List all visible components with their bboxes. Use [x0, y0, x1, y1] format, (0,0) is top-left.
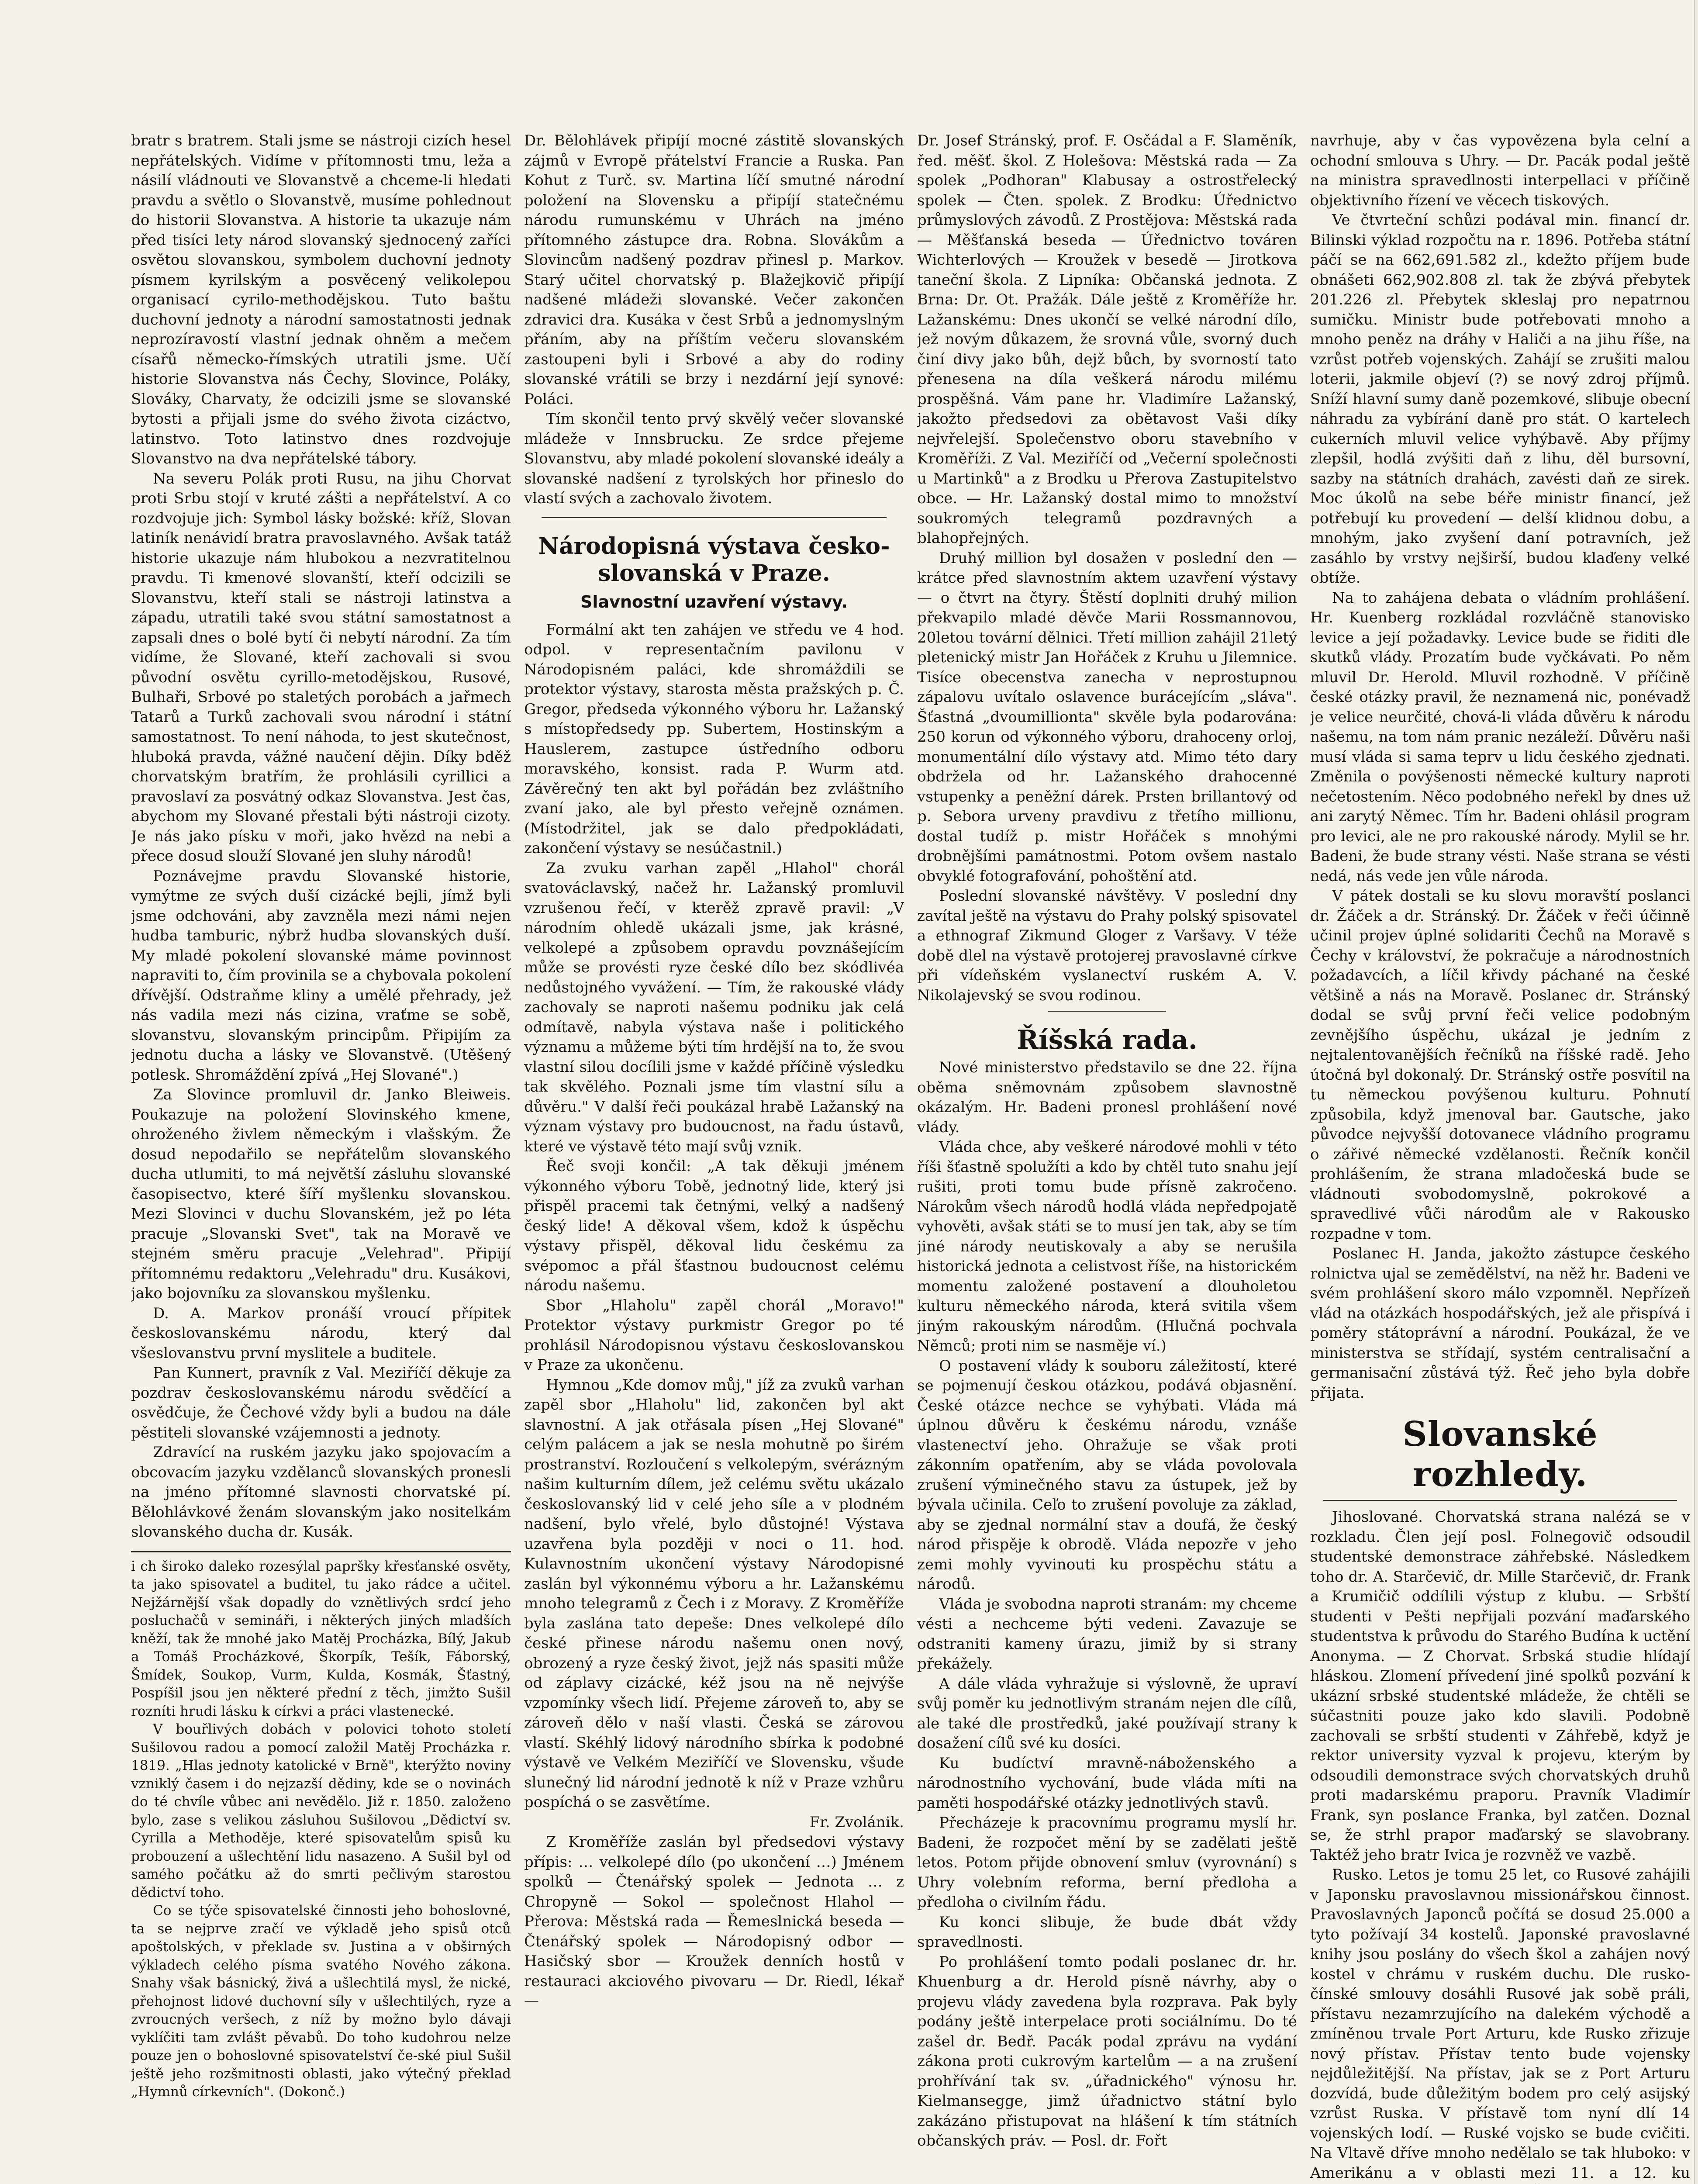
feuilleton [131, 1558, 511, 2101]
column-1 [131, 131, 511, 2184]
article-heading: Říšská rada. [1017, 1025, 1198, 1055]
signature: Fr. Zvolánik. [809, 1813, 904, 1831]
article-paragraph: Pan Kunnert, pravník z Val. Meziříčí děkuje za pozdrav českoslovanskému národu svědčící a osvědčuje, že Čechové vždy byli a budou na dále pěstiteli slovanské vzájemnosti a jednoty. [131, 1364, 511, 1441]
article-paragraph: Vláda je svobodna naproti stranám: my chceme vésti a nechceme býti vedeni. Zavazuje se odstraniti kameny úrazu, jimiž by si strany překážely. [917, 1595, 1297, 1673]
article-paragraph: Řeč svoji končil: „A tak děkuji jménem výkonného výboru Tobě, jednotný lide, který jsi přispěl pracemi tak četnými, velký a nadšený český lide! A děkoval všem, kdož k úspěchu výstavy přispěl, děkoval lidu českému za svépomoc a přál šťastnou budoucnost celému národu našemu. [524, 1158, 904, 1294]
article-paragraph: Formální akt ten zahájen ve středu ve 4 hod. odpol. v representačním pavilonu v Národopisném paláci, kde shromáždili se protektor výstavy, starosta města pražských p. Č. Gregor, předseda výkonného výboru hr. Lažanský s místopředsedy pp. Subertem, Hostinským a Hauslerem, zastupce ústředního odboru moravského, konsist. rada P. Wurm atd. Závěrečný ten akt byl pořádán bez zvláštního zvaní jako, ale byl přesto veřejně oznámen. (Místodržitel, jak se dalo předpokládati, zakončení výstavy se nesúčastnil.) [524, 621, 904, 857]
column-3 [917, 131, 1297, 2184]
article-heading: Národopisná výstava česko-slovanská v Praze. [538, 532, 890, 587]
article-paragraph: Na to zahájena debata o vládním prohlášení. Hr. Kuenberg rozkládal rozvláčně stanovisko levice a její požadavky. Levice bude se řiditi dle skutků vlády. Prozatím bude vyčkávati. Po něm mluvil Dr. Herold. Mluvil rozhodně. V příčině české otázky pravil, že neznamená nic, ponévadž je velice neurčité, chová-li vláda důvěru k národu našemu, na tom nám pranic nezáleží. Důvěru naši musí vláda si sama teprv u lidu českého zjednati. Změnila o povýšenosti německé kultury naproti nečetostením. Něco podobného neřekl by dnes už ani zarytý Němec. Tím hr. Badeni ohlásil program pro levici, ale ne pro rakouské národy. Mylil se hr. Badeni, že bude strany vésti. Naše strana se vésti nedá, nás vede jen vůle národa. [1310, 589, 1690, 885]
article-paragraph: Rusko. Letos je tomu 25 let, co Rusové zahájili v Japonsku pravoslavnou missionářskou činnost. Pravoslavných Japonců počítá se dosud 25.000 a tyto požívají 34 kostelů. Japonské pravoslavné knihy jsou poslány do všech škol a zahájen nový kostel v chrámu v ruském duchu. Dle rusko-čínské smlouvy dosáhli Rusové jak sobě práli, přístavu nezamrzujícího na dalekém východě a zmíněnou trvale Port Arturu, kde Rusko zřizuje nový přístav. Přístav tento bude vojensky nejdůležitější. Na přístav, jak se z Port Arturu dozvídá, bude důležitým bodem pro celý asijský vzrůst Ruska. V přístavě tom nyní dlí 14 vojenských lodí. — Ruské vojsko se bude cvičiti. Na Vltavě dříve mnoho nedělalo se tak hluboko: v Amerikánu a v oblasti mezi 11. a 12. ku [1310, 1866, 1690, 2182]
section-title: Slovanské rozhledy. [1402, 1414, 1598, 1494]
feuilleton-paragraph: i ch široko daleko rozesýlal papršky křesťanské osvěty, ta jako spisovatel a buditel, tu jako rádce a učitel. Nejžárnější však dopadly do vznětlivých srdcí jeho posluchačů v semináři, i některých jiných mladších kněží, tak že mnohé jako Matěj Procházka, Bílý, Jakub a Tomáš Procházkové, Škorpík, Tešík, Fáborský, Šmídek, Soukop, Vurm, Kulda, Kosmák, Šťastný, Pospíšil jsou jen některé přední z těch, jimžto Sušil rozníti hrudi lásku k církvi a práci vlastenecké. [131, 1558, 511, 1719]
article-paragraph: Poslední slovanské návštěvy. V poslední dny zavítal ještě na výstavu do Prahy polský spisovatel a ethnograf Zikmund Gloger z Varšavy. V téže době dlel na výstavě protojerej pravoslavné církve při vídeňském vyslanectví ruském A. V. Nikolajevský se svou rodinou. [917, 887, 1297, 1004]
article-paragraph: Tím skončil tento prvý skvělý večer slovanské mládeže v Innsbrucku. Ze srdce přejeme Slovanstvu, aby mladé pokolení slovanské ideály a slovanské nadšení z tyrolských hor přineslo do vlastí svých a zachovalo životem. [524, 410, 904, 507]
article-paragraph: Z Kroměříže zaslán byl předsedovi výstavy přípis: … velkolepé dílo (po ukončení …) Jménem spolků — Čtenářský spolek — Jednota … z Chropyně — Sokol — společnost Hlahol — Přerova: Městská rada — Řemeslnická beseda — Čtenářský spolek — Národopisný odbor — Hasičský sbor — Kroužek denních hostů v restauraci akciového pivovaru — Dr. Riedl, lékař — [524, 1833, 904, 2010]
article-paragraph: Ve čtvrteční schůzi podával min. financí dr. Bilinski výklad rozpočtu na r. 1896. Potřeba státní páčí se na 662,691.582 zl., kdežto příjem bude obnášeti 662,902.808 zl. tak že zbývá přebytek 201.226 zl. Přebytek skleslaj pro nepatrnou sumičku. Ministr bude potřebovati mnoho a mnoho peněz na dráhy v Haliči a na jihu říše, na vzrůst potřeb vojenských. Zahájí se zrušiti malou loterii, jakmile objeví (?) se nový zdroj příjmů. Sníží hlavní sumy daně pozemkové, slibuje obecní náhradu za vybírání daně pro stát. O kartelech cukerních mluvil velice vyhýbavě. Aby příjmy zlepšil, hodlá zvýšiti daň z lihu, děl bursovní, sazby na státních drahách, zavésti daň ze sirek. Moc úkolů na sebe béře ministr financí, jež potřebují ku provedení — delší klidnou dobu, a mnohým, jako zvyšení daní potravních, jež zasáhlo by vrstvy nejširší, budou klaďeny velké obtíže. [1310, 211, 1690, 587]
article-paragraph: V pátek dostali se ku slovu moravští poslanci dr. Žáček a dr. Stránský. Dr. Žáček v řeči účinně učinil projev úplné solidariti Čechů na Moravě s Čechy v království, že pokračuje a národnostních požadavcích, a líčil křivdy páchané na české většině a nás na Moravě. Poslanec dr. Stránský dodal se svůj první řeči velice podobným zevnějšího úspěchu, ukázal je jedním z nejtalentovanějších řečníků na říšské radě. Jeho útočná byl dokonalý. Dr. Stránský ostře posvítil na tu německou povýšenou kulturu. Pohnutí způsobila, když jmenoval bar. Gautsche, jako původce nejvyšší dotovanece vládního programu o zářivé německé vzdělanosti. Řečník končil prohlášením, že strana mladočeská bude se vládnouti svobodomyslně, pokrokové a spravedlivé vůči národům ale v Rakousko rozpadne v tom. [1310, 887, 1690, 1243]
article-paragraph: Dr. Bělohlávek připíjí mocné zástitě slovanských zájmů v Evropě přátelství Francie a Ruska. Pan Kohut z Turč. sv. Martina líčí smutné národní položení na Slovensku a připíjí statečnému národu rumunskému v Uhrách na jméno přítomného zástupce dra. Robna. Slovákům a Slovincům nadšený pozdrav přinesl p. Markov. Starý učitel chorvatský p. Blažejkovič připíjí nadšené mládeži slovanské. Večer zakončen zdravici dra. Kusáka v čest Srbů a jednomyslným přáním, aby na příštím večeru slovanském zastoupeni byli i Srbové a aby do rodiny slovanské vrátili se brzy i nezdární její synové: Poláci. [524, 132, 904, 408]
article-paragraph: Sbor „Hlaholu" zapěl chorál „Moravo!" Protektor výstavy purkmistr Gregor po té prohlásil Národopisnou výstavu českoslovanskou v Praze za ukončenu. [524, 1296, 904, 1374]
article-paragraph: Ku budíctví mravně-náboženského a národnostního vychování, bude vláda míti na paměti hospodářské otázky jednotlivých stavů. [917, 1754, 1297, 1812]
article-paragraph: Vláda chce, aby veškeré národové mohli v této říši šťastně spolužíti a kdo by chtěl tuto snahu její rušiti, proti tomu bude přísně zakročeno. Nárokům všech národů hodlá vláda nepředpojatě vyhověti, avšak státi se to musí jen tak, aby se tím jiné národy neutiskovaly a aby se nerušila historická jednota a celistvost říše, na historickém momentu založené postavení a dlouholetou kulturu německého národa, která svitila všem jiným rakouským národům. (Hlučná pochvala Němců; proti nim se nasměje ví.) [917, 1138, 1297, 1355]
article-paragraph: Na severu Polák proti Rusu, na jihu Chorvat proti Srbu stojí v kruté zášti a nepřátelství. A co rozdvojuje jich: Symbol lásky božské: kříž, Slovan latiník nenávidí bratra pravoslavného. Avšak tatáž historie ukazuje nám hlubokou a nezvratitelnou pravdu. Ti kmenové slovanští, kteří odcizili se Slovanstvu, kteří stali se nástroji latinstva a západu, utratili také svou státní samostatnost a zapsali dnes o bolé bytí či nebytí národní. Za tím vidíme, že Slované, kteří zachovali si svou původní osvětu cyrillo-metodějskou, Rusové, Bulhaři, Srbové po staletých porobách a jařmech Tatarů a Turků zachovali svou národní i státní samostatnost. To není náhoda, to jest skutečnost, hluboká pravda, vážné naučení dějin. Díky bděž chorvatským bratřím, že prohlásili cyrillici a pravoslaví za posvátný odkaz Slovanstva. Jest čas, abychom my Slované přestali býti nástroji cizoty. Je nás jako písku v moři, jako hvězd na nebi a přece dosud slouží Slované jen sluhy národů! [131, 470, 511, 865]
column-2 [524, 131, 904, 2184]
article-paragraph: Po prohlášení tomto podali poslanec dr. hr. Khuenburg a dr. Herold písně návrhy, aby o projevu vlády zavedena byla rozprava. Pak byly podány ještě interpelace proti sociálnímu. Do té zašel dr. Bedř. Pacák podal zprávu na vydání zákona proti cukrovým kartelům — a na zrušení prohřívání tak sv. „úřadnického" výnosu hr. Kielmansegge, jimž úřadnictvo státní bylo zakázáno přistupovat na hlášení k tím státních občanských práv. — Posl. dr. Fořt [917, 1953, 1297, 2149]
article-paragraph: Dr. Josef Stránský, prof. F. Osčádal a F. Slaměník, řed. měšť. škol. Z Holešova: Městská rada — Za spolek „Podhoran" Klabusay a ostrostřelecký spolek — Čten. spolek. Z Brodku: Úřednictvo průmyslových závodů. Z Prostějova: Městská rada — Měšťanská beseda — Úřednictvo továren Wichterlových — Kroužek v besedě — Jirotkova taneční škola. Z Lipníka: Občanská jednota. Z Brna: Dr. Ot. Pražák. Dále ještě z Kroměříže hr. Lažanskému: Dnes ukončí se velké národní dílo, jež novým důkazem, že srovná vůle, svorný duch činí divy jako bůh, dejž bůch, by svorností tato přenesena na díla veškerá národu milému prospěšná. Vám pane hr. Vladimíre Lažanský, jakožto předsedovi za obětavost Vaši díky nejvřelejší. Společenstvo oboru stavebního v Kroměříži. Z Val. Meziříčí od „Večerní společnosti u Martinků" a z Brodku u Přerova Zastupitelstvo obce. — Hr. Lažanský dostal mimo to množství soukromých telegramů pozdravných a blahopřejných. [917, 132, 1297, 547]
article-paragraph: Nové ministerstvo představilo se dne 22. října oběma sněmovnám způsobem slavnostně okázalým. Hr. Badeni pronesl prohlášení nové vlády. [917, 1059, 1297, 1136]
article-paragraph: D. A. Markov pronáší vroucí přípitek českoslovanskému národu, který dal všeslovanstvu první myslitele a buditele. [131, 1304, 511, 1362]
column-4 [1310, 131, 1690, 2184]
section-divider [542, 517, 887, 518]
section-divider [1048, 1011, 1166, 1012]
feuilleton-paragraph: V bouřlivých dobách v polovici tohoto století Sušilovou radou a pomocí založil Matěj Procházka r. 1819. „Hlas jednoty katolické v Brně", kterýžto noviny vzniklý časem i do nejzazší dědiny, kde se o novinách do té chvíle vůbec ani nevědělo. Již r. 1850. založeno bylo, zase s velikou zásluhou Sušilovou „Dědictví sv. Cyrilla a Methoděje, které spisovatelům spisů ku probouzení a ušlechtění lidu nasazeno. A Sušil byl od samého počátku až do smrti pečlivým starostou dědictví toho. [131, 1721, 511, 1901]
article-paragraph: Poslanec H. Janda, jakožto zástupce českého rolnictva ujal se zemědělství, na něž hr. Badeni ve svém prohlášení skoro málo vzpomněl. Nepřízeň vlád na otázkách hospodářských, jež ale přispívá i poměry státoprávní a národní. Poukázal, že ve ministerstva se střídají, systém centralisační a germanisační zůstává týž. Řeč jeho byla dobře přijata. [1310, 1245, 1690, 1402]
article-paragraph: Ku konci slibuje, že bude dbát vždy spravedlnosti. [917, 1913, 1297, 1951]
feuilleton-paragraph: Co se týče spisovatelské činnosti jeho bohoslovné, ta se nejprve zračí ve výkladě jeho spisů otců apoštolských, v překlade sv. Justina a v obširných výkladech celého písma svatého Nového zákona. Snahy však básnický, živá a ušlechtilá mysl, že nické, přehojnost lidové duchovní síly v ušlechtilých, ryze a zvroucných veršech, z níž by možno bylo dávaji vyklíčiti tam zvlášt pěvabů. Do toho kudohrou nelze pouze jen o bohoslovné spisovatelství če-ské piul Sušil ještě jeho rozšmitnosti oblasti, jako výtečný překlad „Hymnů církevních". (Dokonč.) [131, 1903, 511, 2100]
section-title-underline [1323, 1500, 1677, 1501]
article-paragraph: Jihoslované. Chorvatská strana nalézá se v rozkladu. Člen její posl. Folnegovič odsoudil studentské demonstrace záhřebské. Následkem toho dr. A. Starčevič, dr. Mille Starčevič, dr. Frank a Krumičič oddílili výstup z klubu. — Srbští studenti v Pešti nepřijali pozvání maďarského studentstva k průvodu do Starého Budína k uctění Anonyma. — Z Chorvat. Srbská studie hlídají hláskou. Zlomení přívedení jiné spolků pozvání k ukázní srbské studentské mládeže, že chtěli se súčastniti pouze jako kdo slavili. Podobně zachovali se srbští studenti v Záhřebě, když je rektor university vyzval k projevu, kterým by odsoudili demonstrace svých chorvatských druhů proti madarskému praporu. Pravník Vladimír Frank, syn poslance Franka, byl zatčen. Doznal se, že strhl prapor maďarský se slavobrany. Taktéž jeho bratr Ivica je rozvněž ve vazbě. [1310, 1508, 1690, 1864]
feuilleton-divider [131, 1551, 511, 1552]
article-paragraph: O postavení vlády k souboru záležitostí, které se pojmenují českou otázkou, podává objasnění. České otázce nechce se vyhýbati. Vláda má úplnou důvěru k českému národu, vznáše vlastenectví jeho. Ohražuje se však proti zákonním opatřením, aby se vláda povolovala zrušení výminečného stavu za ústupek, jež by bývala učinila. Ceľo to zrušení povoluje za základ, aby se zjednal normální stav a doufá, že český národ přispěje k obrodě. Vláda nepozře v jeho zemi mohly vyvinouti ku prospěchu státu a národů. [917, 1357, 1297, 1593]
article-paragraph: A dále vláda vyhražuje si výslovně, že upraví svůj poměr ku jednotlivým stranám nejen dle cílů, ale také dle prostředků, jaké používají strany k dosažení cílů své ku dosíci. [917, 1675, 1297, 1752]
article-paragraph: Druhý million byl dosažen v poslední den — krátce před slavnostním aktem uzavření výstavy — o čtvrt na čtyry. Štěstí doplniti druhý milion překvapilo mladé děvče Marii Rossmannovou, 20letou tovární dělnici. Třetí million zahájil 21letý pletenický mistr Jan Hořáček z Kruhu u Jilemnice. Tisíce obecenstva zanecha v neprostupnou zápalovu uvítalo oslavence burácejícím „sláva". Šťastná „dvoumillionta" skvěle byla podarována: 250 korun od výkonného výboru, drahoceny orloj, monumentální dílo výstavy atd. Mimo této dary obdržela od hr. Lažanského drahocenné vstupenky a peněžní dárek. Prsten brillantový od p. Sebora urveny pravdivu z třetího millionu, dostal tudíž p. mistr Hořáček s mnohými drobnějšími památnostmi. Potom ovšem nastalo obvyklé fotografování, pohoštění atd. [917, 549, 1297, 885]
newspaper-page [131, 131, 1695, 2184]
article-paragraph: Za Slovince promluvil dr. Janko Bleiweis. Poukazuje na položení Slovinského kmene, ohroženého živlem německým i vlašským. Že dosud nepodařilo se nepřátelům slovanského ducha utlumiti, to má největší zásluhu slovanské časopisectvo, které šíří myšlenku slovanskou. Mezi Slovinci v duchu Slovanském, jež po léta pracuje „Slovanski Svet", tak na Moravě ve stejném směru pracuje „Velehrad". Připijí přítomnému redaktoru „Velehradu" dru. Kusákovi, jako bojovníku za slovanskou myšlenku. [131, 1086, 511, 1302]
article-subheading: Slavnostní uzavření výstavy. [580, 592, 848, 612]
article-paragraph: Poznávejme pravdu Slovanské historie, vymýtme ze svých duší cizácké bejli, jímž byli jsme odchováni, aby zavzněla mezi námi nejen hudba tamburic, nýbrž hudba slovanských duší. My mladé pokolení slovanské máme povinnost napraviti to, čím provinila se a chybovala pokolení dřívější. Odstraňme kliny a umělé přehrady, jež nás vadila mezi nás cizina, vraťme se sobě, slovanstvu, slovanským principům. Připijím za jednotu ducha a lásky ve Slovanstvě. (Utěšený potlesk. Shromáždění zpívá „Hej Slované".) [131, 867, 511, 1084]
article-paragraph: Za zvuku varhan zapěl „Hlahol" chorál svatováclavský, načež hr. Lažanský promluvil vzrušenou řečí, v kterěž zpravě pravil: „V národním ohledě ukázali jsme, jak krásné, velkolepé a způsobem opravdu povznášejícím může se provésti ryze české dílo bez skódlivéa nedůstojného vyvážení. — Tím, že rakouské vlády zachovaly se naproti našemu podniku jak celá odmítavě, nabyla výstava naše i politického významu a můžeme býti tím hrdější na to, že svou vlastní silou docílili jsme v každé příčině výsledku tak skvělého. Poznali jsme tím vlastní sílu a důvěru." V další řeči poukázal hrabě Lažanský na význam výstavy pro budoucnost, na řadu ústavů, které ve výstavě této mají svůj vznik. [524, 859, 904, 1155]
page-edge [1694, 0, 1695, 2184]
article-paragraph: Zdravící na ruském jazyku jako spojovacím a obcovacím jazyku vzdělanců slovanských pronesli na jméno přítomné slavnosti chorvatské pí. Bělohlávkové ženám slovanským jako nositelkám slovanského ducha dr. Kusák. [131, 1444, 511, 1541]
article-paragraph: Hymnou „Kde domov můj," jíž za zvuků varhan zapěl sbor „Hlaholu" lid, zakončen byl akt slavnostní. A jak otřásala písen „Hej Slované" celým palácem a jak se nesla mohutně po širém prostranství. Rozloučení s velkolepým, svérázným našim kulturním dílem, jež celému světu ukázalo českoslovanský lid v celé jeho síle a v plodném nadšení, bylo vřelé, bylo důstojné! Výstava uzavřena byla později v noci o 11. hod. Kulavnostním ukončení výstavy Národopisné zaslán byl výkonnému výboru a hr. Lažanskému mnoho telegramů z Čech i z Moravy. Z Kroměříže byla zaslána tato depeše: Dnes velkolepé dílo české přinese národu našemu onen nový, obrozený a ryze český život, jejž nás spasiti může od záplavy cizácké, kéž jsou na ně nejvýše vzpomínky všech lidí. Přejeme zároveň to, aby se zároveň dělo v naší vlasti. Česká se zárovou vlastí. Skéhlý lidový národního sbírka k podobné výstavě ve Velkém Meziříčí ve Slovensku, všude slunečný lid národní jednotě k níž v Praze vzhůru pospíchá o se zasvětíme. [524, 1376, 904, 1811]
article-paragraph: Přecházeje k pracovnímu programu myslí hr. Badeni, že rozpočet mění by se zadělati ještě letos. Potom přijde obnovení smluv (vyrovnání) s Uhry volebním reforma, berní předloha a předloha o civilním řádu. [917, 1814, 1297, 1911]
article-paragraph: navrhuje, aby v čas vypovězena byla celní a ochodní smlouva s Uhry. — Dr. Pacák podal ještě na ministra spravedlnosti interpellaci v příčině objektivního řízení ve věcech tiskových. [1310, 132, 1690, 209]
article-paragraph: bratr s bratrem. Stali jsme se nástroji cizích hesel nepřátelských. Vidíme v přítomnosti tmu, leža a násilí vládnouti ve Slovanstvě a chceme-li hledati pravdu a světlo o Slovanstvě, musíme pohlednout do historii Slovanstva. A historie ta ukazuje nám před tisíci lety národ slovanský sjednocený zaříci osvětou slovanskou, symbolem duchovní jednoty písmem kyrilským a posvěcený velikolepou organisací cyrilo-methodějskou. Tuto baštu duchovní jednoty a národní samostatnosti jednak neprozíravostí vlastní jednak ohněm a mečem císařů německo-římských utratili jsme. Učí historie Slovanstva nás Čechy, Slovince, Poláky, Slováky, Charvaty, že odcizili jsme se slovanské bytosti a přijali jsme do svého života cizáctvo, latinstvo. Toto latinstvo dnes rozdvojuje Slovanstvo na dva nepřátelské tábory. [131, 132, 511, 467]
